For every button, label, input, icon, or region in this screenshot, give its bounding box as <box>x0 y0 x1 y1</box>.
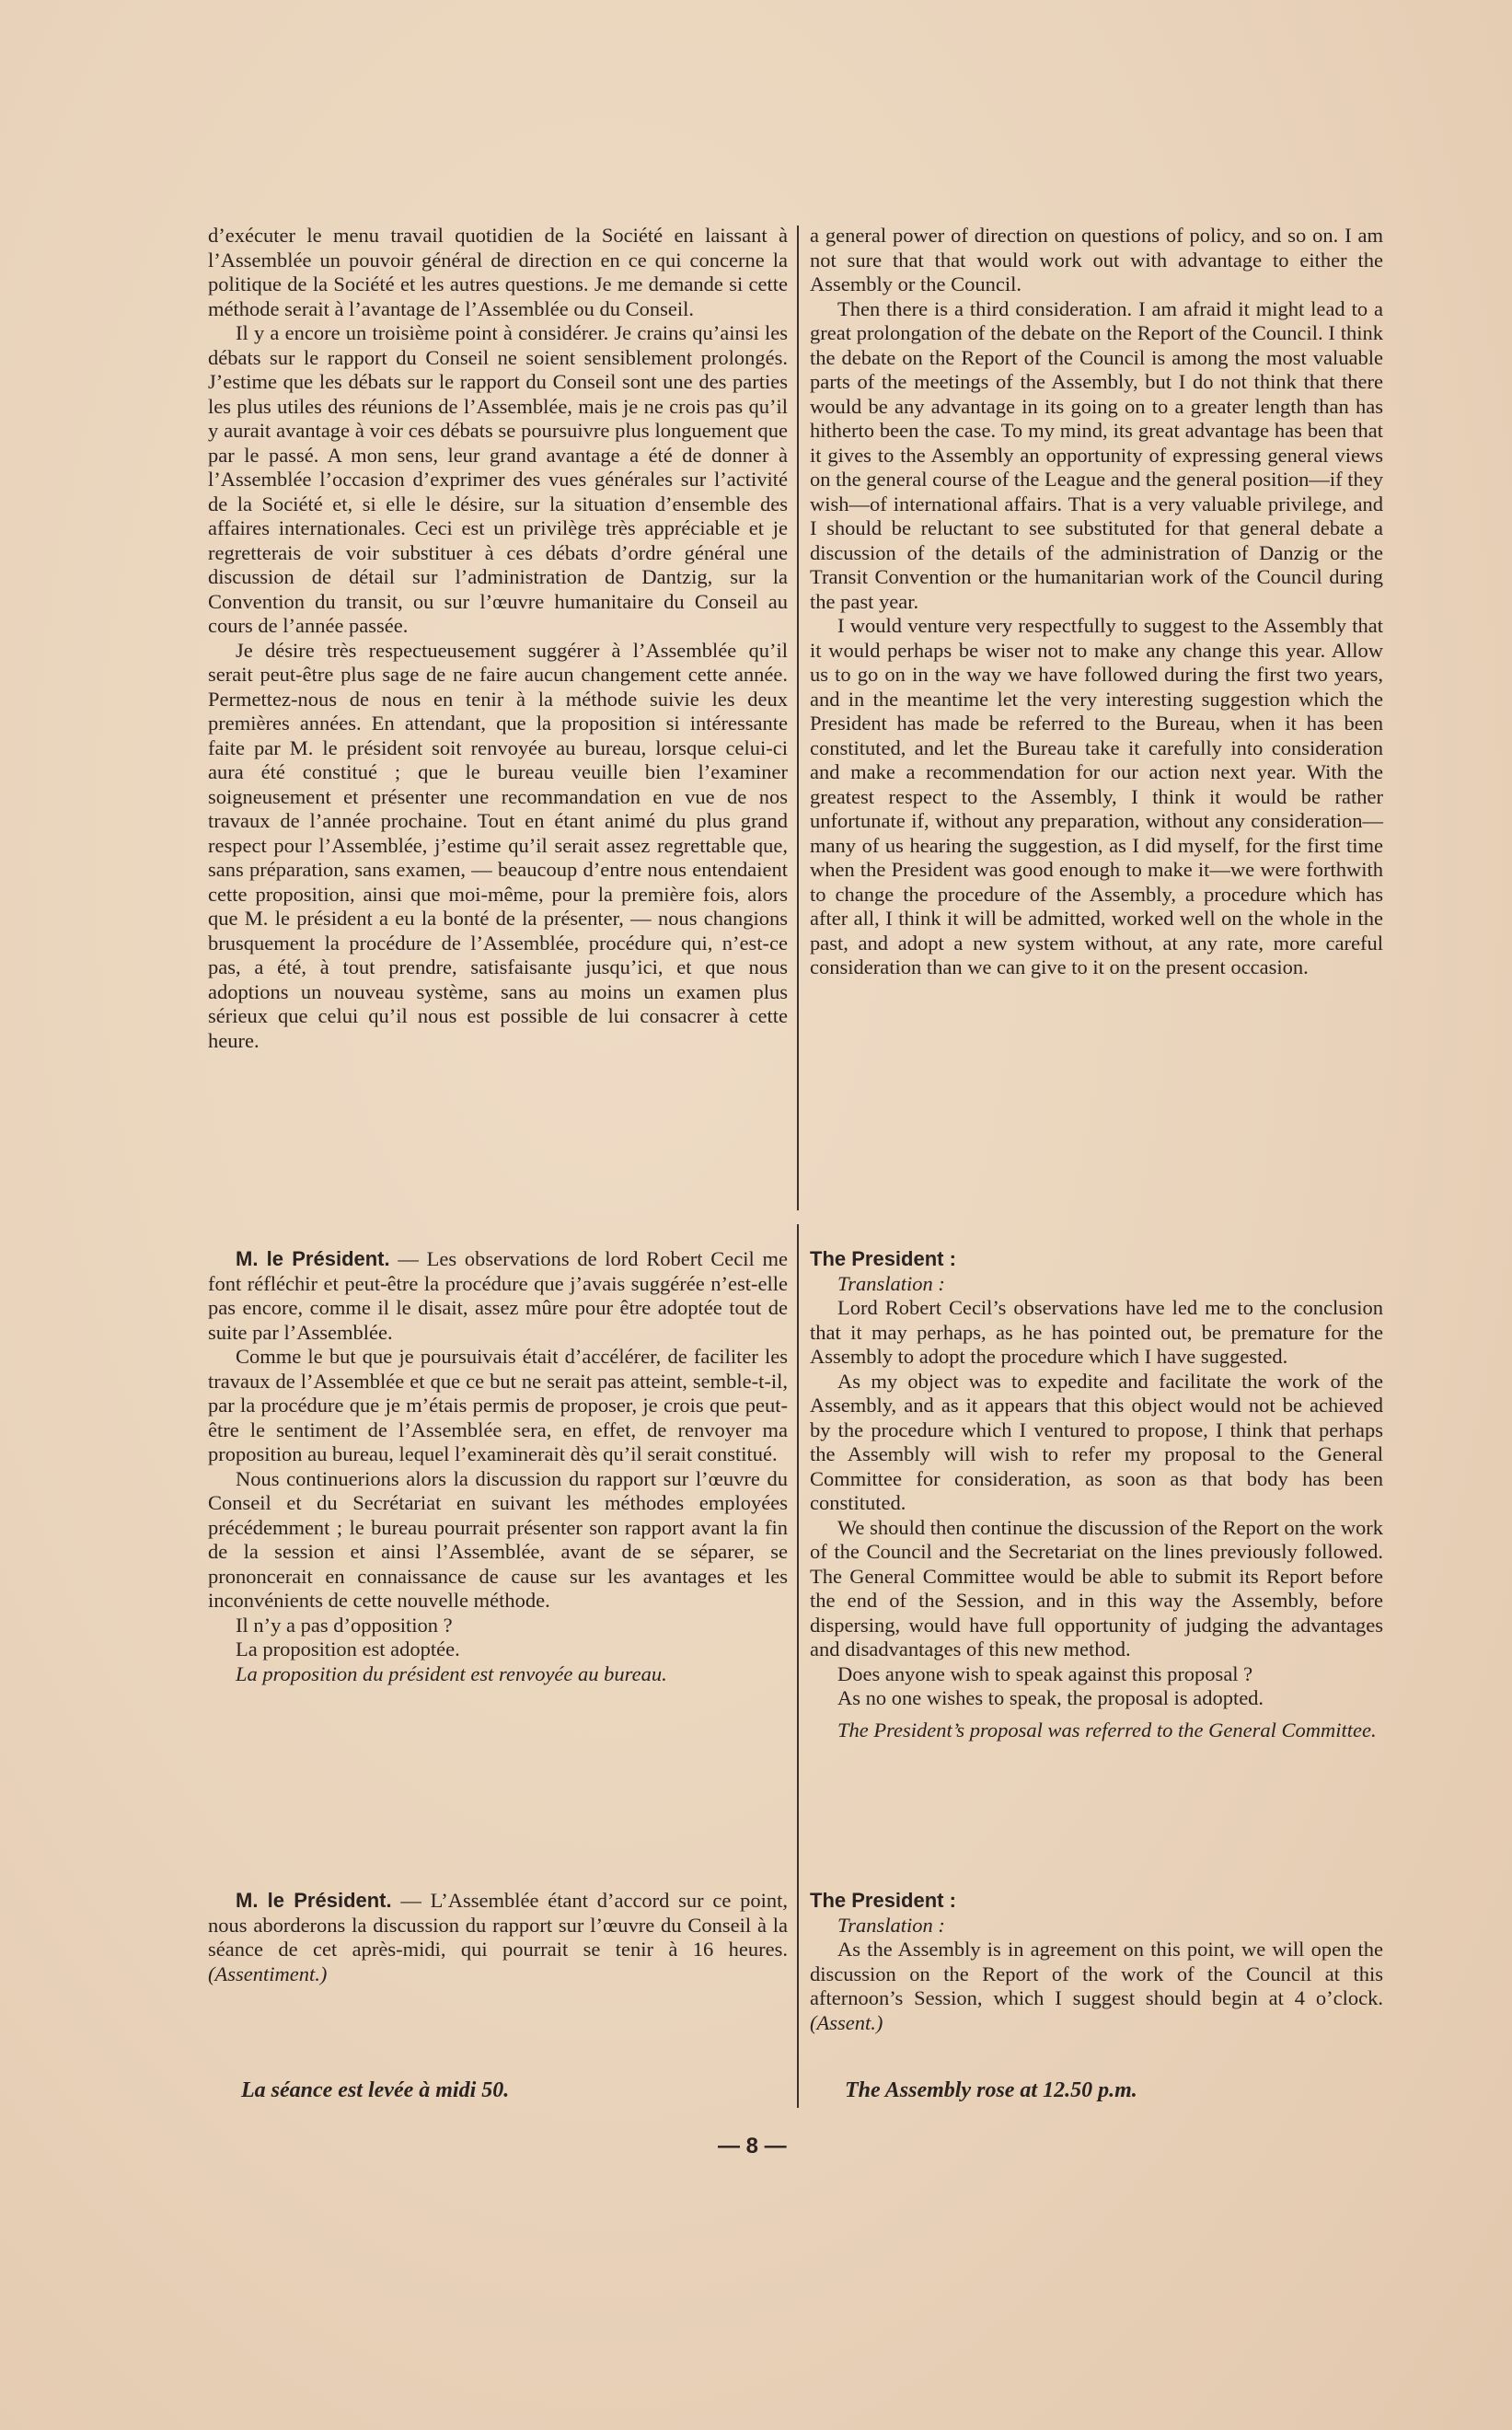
english-speech-column <box>810 224 1383 980</box>
french-president-column <box>208 1247 788 1686</box>
french-closing-column <box>208 1889 788 1986</box>
paragraph: a general power of direction on questions of policy, and so on. I am not sure that that would work out with advantage to either the Assembly or the Council. <box>810 224 1383 295</box>
paragraph: As my object was to expedite and facilitate the work of the Assembly, and as it appears that this object would not be achieved by the procedure which I ventured to propose, I think that perhaps the Assembly will wish to refer my proposal to the General Committee for consideration, as soon as that body has been constituted. <box>810 1369 1383 1514</box>
english-closing-column <box>810 1889 1383 2035</box>
paragraph: Il y a encore un troisième point à considérer. Je crains qu’ainsi les débats sur le rapport du Conseil ne soient sensiblement prolongés. J’estime que les débats sur le rapport du Conseil sont une des parties les plus utiles des réunions de l’Assemblée, mais je ne crois pas qu’il y aurait avantage à voir ces débats se poursuivre plus longuement que par le passé. A mon sens, leur grand avantage a été de donner à l’Assemblée l’occasion d’exprimer des vues générales sur l’activité de la Société et, si elle le désire, sur la situation d’ensemble des affaires internationales. Ceci est un privilège très appréciable et je regretterais de voir substituer à ces débats d’ordre général une discussion de détail sur l’administration de Dantzig, sur la Convention du transit, ou sur l’œuvre humanitaire du Conseil au cours de l’année passée. <box>208 321 788 637</box>
decision-note: The President’s proposal was referred to the General Committee. <box>837 1718 1377 1742</box>
paragraph: As the Assembly is in agreement on this point, we will open the discussion on the Report of the work of the Council at this afternoon’s Session, which I suggest should begin at 4 o’clock. <box>810 1938 1383 2009</box>
speaker-name: The President : <box>810 1247 956 1270</box>
column-divider <box>797 1224 799 2108</box>
paragraph: Il n’y a pas d’opposition ? <box>236 1613 453 1637</box>
translation-label: Translation : <box>837 1271 945 1295</box>
assent-note: (Assentiment.) <box>208 1961 328 1985</box>
paragraph: We should then continue the discussion of the Report on the work of the Council and the Secretariat on the lines previously followed. The General Committee would be able to submit its Report before the end of the Session, and in this way the Assembly, before dispersing, would have full opportunity of judging the advantages and disadvantages of this new method. <box>810 1515 1383 1660</box>
speaker-name: M. le Président. <box>236 1889 392 1912</box>
speaker-name: M. le Président. <box>236 1247 390 1270</box>
translation-label: Translation : <box>837 1913 945 1937</box>
paragraph: — Les observations de lord Robert Cecil me font réfléchir et peut-être la procédure que j’avais suggérée n’est-elle pas encore, comme il le disait, assez mûre pour être adoptée tout de suite par l’Assemblée. <box>208 1247 788 1344</box>
paragraph: d’exécuter le menu travail quotidien de la Société en laissant à l’Assemblée un pouvoir général de direction en ce qui concerne la politique de la Société et les autres questions. Je me demande si cette méthode serait à l’avantage de l’Assemblée ou du Conseil. <box>208 224 788 320</box>
paragraph: As no one wishes to speak, the proposal is adopted. <box>837 1686 1264 1709</box>
paragraph: Lord Robert Cecil’s observations have led me to the conclusion that it may perhaps, as he has pointed out, be premature for the Assembly to adopt the procedure which I have suggested. <box>810 1296 1383 1368</box>
column-divider <box>797 226 799 1210</box>
paragraph: Then there is a third consideration. I am afraid it might lead to a great prolongation of the debate on the Report of the Council. I think the debate on the Report of the Council is among the most valuable parts of the meetings of the Assembly, but I do not think that there would be any advantage in its going on to a greater length than has hitherto been the case. To my mind, its great advantage has been that it gives to the Assembly an opportunity of expressing general views on the general course of the League and the general position—if they wish—of international affairs. That is a very valuable privilege, and I should be reluctant to see substituted for that general debate a discussion of the details of the administration of Danzig or the Transit Convention or the humanitarian work of the Council during the past year. <box>810 296 1383 613</box>
english-president-column <box>810 1247 1383 1742</box>
french-speech-column <box>208 224 788 1053</box>
speaker-name: The President : <box>810 1889 956 1912</box>
paragraph: — L’Assemblée étant d’accord sur ce point, nous aborderons la discussion du rapport sur l’œuvre du Conseil à la séance de cet après-midi, qui pourrait se tenir à 16 heures. <box>208 1889 788 1961</box>
decision-note: La proposition du président est renvoyée au bureau. <box>236 1661 667 1685</box>
page-number: — 8 — <box>718 2134 787 2158</box>
paragraph: La proposition est adoptée. <box>236 1637 460 1660</box>
paragraph: Does anyone wish to speak against this proposal ? <box>837 1661 1253 1685</box>
paragraph: Je désire très respectueusement suggérer à l’Assemblée qu’il serait peut-être plus sage de ne faire aucun changement cette année. Permettez-nous de nous en tenir à la méthode suivie les deux premières années. En attendant, que la proposition si intéressante faite par M. le président soit renvoyée au bureau, lorsque celui-ci aura été constitué ; que le bureau veuille bien l’examiner soigneusement et présenter une recommandation en vue de nos travaux de l’année prochaine. Tout en étant animé du plus grand respect pour l’Assemblée, j’estime qu’il serait assez regrettable que, sans préparation, sans examen, — beaucoup d’entre nous entendaient cette proposition, ainsi que moi-même, pour la première fois, alors que M. le président a eu la bonté de la présenter, — nous changions brusquement la procédure de l’Assemblée, procédure qui, n’est-ce pas, a été, à tout prendre, satisfaisante jusqu’ici, et que nous adoptions un nouveau système, sans au moins un examen plus sérieux que celui qu’il nous est possible de lui consacrer à cette heure. <box>208 638 788 1052</box>
paragraph: I would venture very respectfully to suggest to the Assembly that it would perhaps be wiser not to make any change this year. Allow us to go on in the way we have followed during the first two years, and in the meantime let the very interesting suggestion which the President has made be referred to the Bureau, when it has been constituted, and let the Bureau take it carefully into consideration and make a recommendation for our action next year. With the greatest respect to the Assembly, I think it would be rather unfortunate if, without any preparation, without any consideration—many of us hearing the suggestion, as I did myself, for the first time when the President was good enough to make it—we were forthwith to change the procedure of the Assembly, a procedure which has after all, I think it will be admitted, worked well on the whole in the past, and adopt a new system without, at any rate, more careful consideration than we can give to it on the present occasion. <box>810 614 1383 978</box>
session-closing: La séance est levée à midi 50. <box>241 2078 510 2102</box>
session-closing: The Assembly rose at 12.50 p.m. <box>845 2078 1137 2102</box>
paragraph: Nous continuerions alors la discussion du rapport sur l’œuvre du Conseil et du Secrétariat en suivant les méthodes employées précédemment ; le bureau pourrait présenter son rapport avant la fin de la session et ainsi l’Assemblée, avant de se séparer, se prononcerait en connaissance de cause sur les avantages et les inconvénients de cette nouvelle méthode. <box>208 1466 788 1612</box>
paragraph: Comme le but que je poursuivais était d’accélérer, de faciliter les travaux de l’Assemblée et que ce but ne serait pas atteint, semble-t-il, par la procédure que je m’étais permis de proposer, je crois que peut-être le sentiment de l’Assemblée sera, en effet, de renvoyer ma proposition au bureau, lequel l’examinerait dès qu’il serait constitué. <box>208 1345 788 1465</box>
assent-note: (Assent.) <box>810 2010 883 2034</box>
